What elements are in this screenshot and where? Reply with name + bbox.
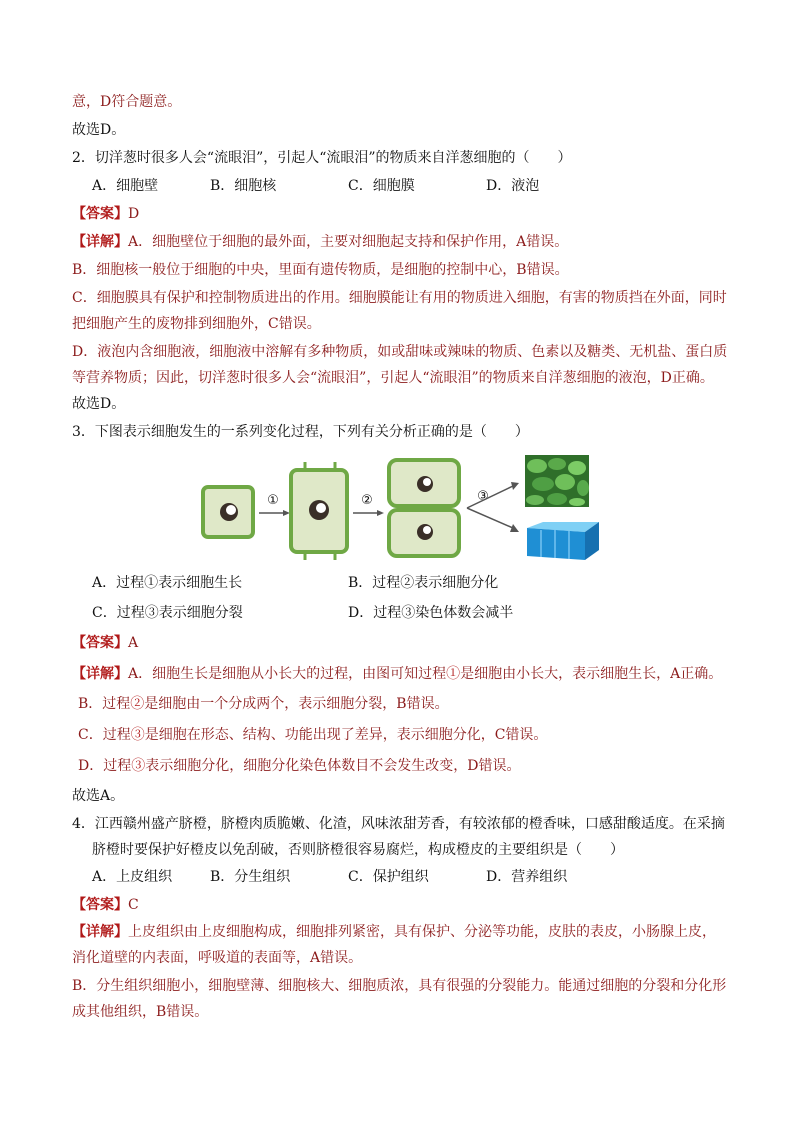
q2-answer: 【答案】D [72,206,140,222]
label-1: ① [267,493,279,508]
q3-detail-b: B．过程②是细胞由一个分成两个，表示细胞分裂，B错误。 [78,696,449,712]
q4-option-c: C．保护组织 [348,869,429,885]
q4-detail-b2: 成其他组织，B错误。 [72,1004,209,1020]
q3-conclusion: 故选A。 [72,788,125,804]
q4-option-d: D．营养组织 [486,869,568,885]
q3-detail-d: D．过程③表示细胞分化，细胞分化染色体数目不会发生改变，D错误。 [78,758,521,774]
answer-tag: 【答案】 [72,635,128,651]
q4-detail-a2: 消化道壁的内表面，呼吸道的表面等，A错误。 [72,950,363,966]
answer-tag: 【答案】 [72,897,128,913]
q2-option-a: A．细胞壁 [92,178,159,194]
q4-detail-a1: 【详解】上皮组织由上皮细胞构成，细胞排列紧密，具有保护、分泌等功能，皮肤的表皮，小肠腺上皮， [72,924,716,940]
detail-tag: 【详解】 [72,234,128,250]
q4-detail-b1: B．分生组织细胞小，细胞壁薄、细胞核大、细胞质浓，具有很强的分裂能力。能通过细胞的分裂和分化形 [72,978,727,994]
q2-option-b: B．细胞核 [210,178,277,194]
q2-option-d: D．液泡 [486,178,540,194]
q2-detail-d2: 等营养物质；因此，切洋葱时很多人会“流眼泪”，引起人“流眼泪”的物质来自洋葱细胞的液泡，D正确。 [72,370,714,386]
q2-detail-c1: C．细胞膜具有保护和控制物质进出的作用。细胞膜能让有用的物质进入细胞，有害的物质挡在外面，同时 [72,290,727,306]
q2-detail-b: B．细胞核一般位于细胞的中央，里面有遗传物质，是细胞的控制中心，B错误。 [72,262,569,278]
q3-option-b: B．过程②表示细胞分化 [348,575,499,591]
q4-answer: 【答案】C [72,897,139,913]
question-3-stem: 3．下图表示细胞发生的一系列变化过程，下列有关分析正确的是（ ） [72,424,529,440]
q4-option-b: B．分生组织 [210,869,291,885]
q2-conclusion: 故选D。 [72,396,126,412]
text-line: 意，D符合题意。 [72,94,182,110]
label-3: ③ [477,489,489,504]
label-2: ② [361,493,373,508]
q2-detail-c2: 把细胞产生的废物排到细胞外，C错误。 [72,316,321,332]
q3-option-d: D．过程③染色体数会减半 [348,605,514,621]
q3-detail-a: 【详解】A．细胞生长是细胞从小长大的过程，由图可知过程①是细胞由小长大，表示细胞生长，A正确。 [72,666,723,682]
arrow-3-down [467,508,513,528]
question-4-stem-1: 4．江西赣州盛产脐橙，脐橙肉质脆嫩、化渣，风味浓甜芳香，有较浓郁的橙香味，口感甜酸适度。在采摘 [72,816,725,832]
green-tissue-image [525,455,589,507]
question-2-stem: 2．切洋葱时很多人会“流眼泪”，引起人“流眼泪”的物质来自洋葱细胞的（ ） [72,150,572,166]
blue-tissue-image [527,522,599,560]
q2-detail-a: 【详解】A．细胞壁位于细胞的最外面，主要对细胞起支持和保护作用，A错误。 [72,234,569,250]
q3-option-c: C．过程③表示细胞分裂 [92,605,243,621]
q3-detail-c: C．过程③是细胞在形态、结构、功能出现了差异，表示细胞分化，C错误。 [78,727,548,743]
cell-process-diagram [195,452,600,564]
question-4-stem-2: 脐橙时要保护好橙皮以免刮破，否则脐橙很容易腐烂，构成橙皮的主要组织是（ ） [92,842,624,858]
detail-tag: 【详解】 [72,666,128,682]
q2-option-c: C．细胞膜 [348,178,415,194]
q3-answer: 【答案】A [72,635,139,651]
q2-detail-d1: D．液泡内含细胞液，细胞液中溶解有多种物质，如或甜味或辣味的物质、色素以及糖类、无机盐、蛋白质 [72,344,728,360]
q3-option-a: A．过程①表示细胞生长 [92,575,243,591]
arrow-3-up [467,486,513,508]
answer-tag: 【答案】 [72,206,128,222]
q4-option-a: A．上皮组织 [92,869,173,885]
detail-tag: 【详解】 [72,924,128,940]
text-line: 故选D。 [72,122,126,138]
